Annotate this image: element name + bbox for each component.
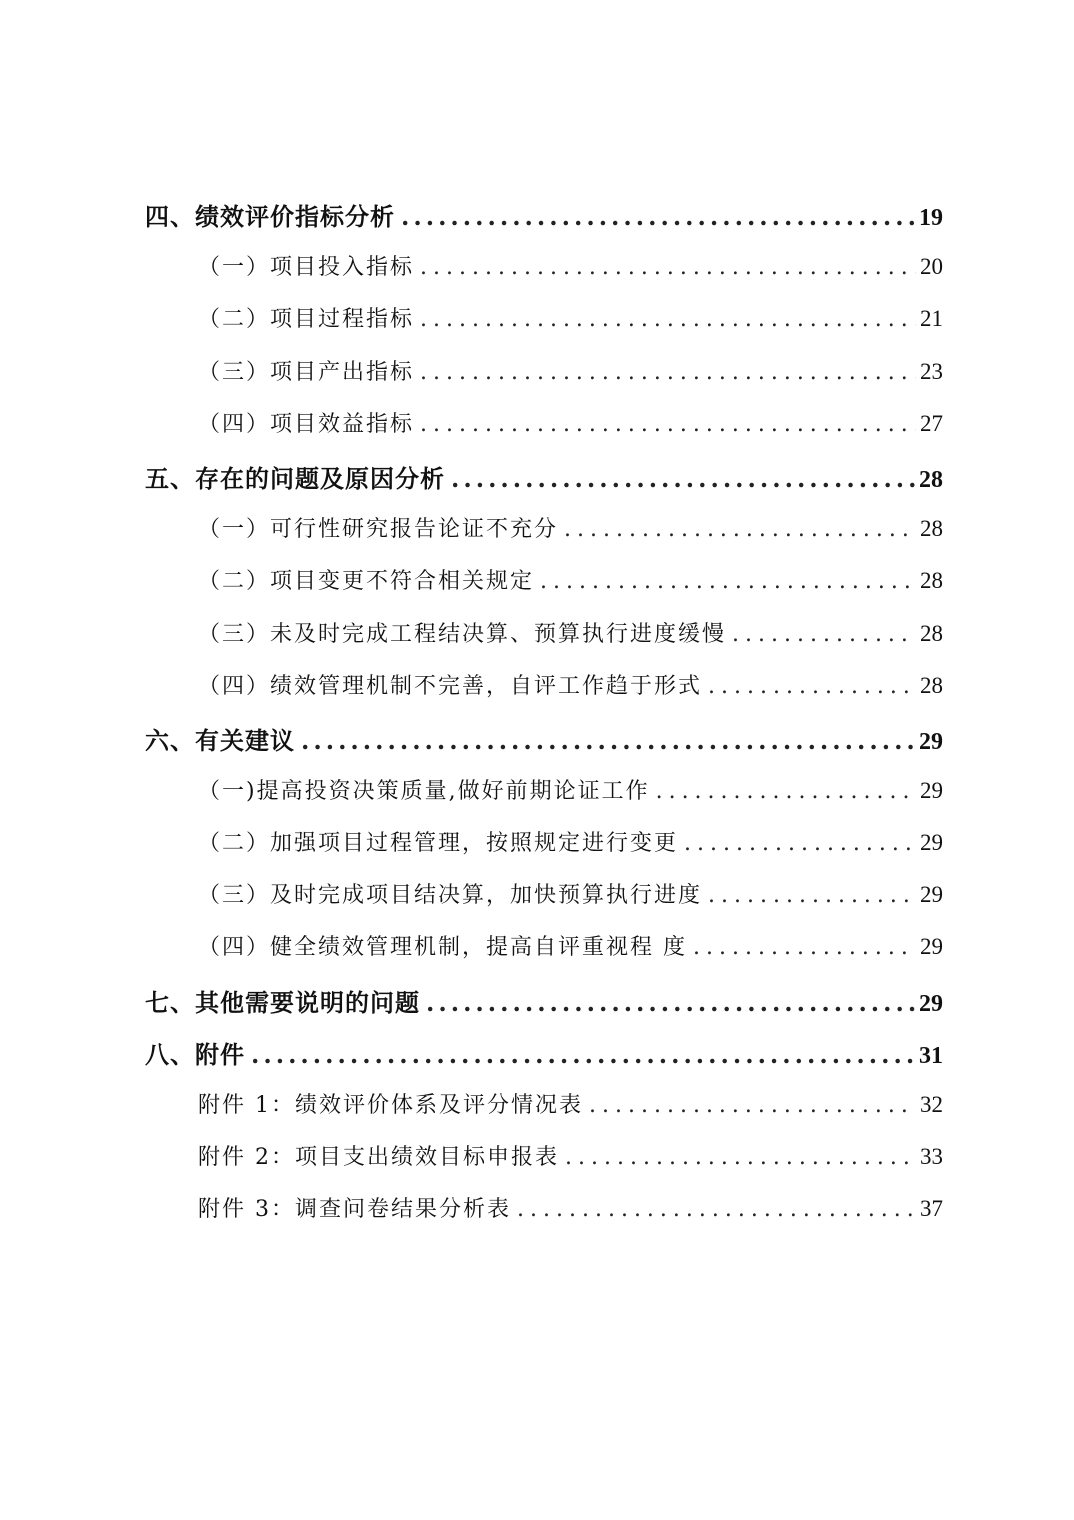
toc-entry-section-5-3[interactable] [198, 617, 943, 657]
toc-entry-page: 29 [920, 882, 943, 907]
toc-entry-page: 29 [919, 991, 943, 1017]
toc-entry-section-4-4[interactable] [198, 407, 943, 447]
toc-entry-title: （三）项目产出指标 [198, 360, 415, 385]
toc-entry-title: 八、附件 [145, 1040, 245, 1069]
toc-entry-page: 20 [920, 254, 943, 279]
toc-entry-section-6-1[interactable] [198, 774, 943, 814]
toc-entry-title: （二）项目变更不符合相关规定 [198, 569, 535, 594]
toc-entry-page: 31 [919, 1043, 943, 1069]
toc-dot-leader [301, 726, 915, 755]
toc-entry-section-4-1[interactable] [198, 250, 943, 290]
toc-dot-leader [401, 202, 915, 231]
toc-entry-page: 28 [919, 467, 943, 493]
toc-entry-title: （一）项目投入指标 [198, 255, 415, 280]
toc-dot-leader [708, 674, 916, 699]
toc-entry-title: （三）未及时完成工程结决算、预算执行进度缓慢 [198, 622, 727, 647]
toc-entry-page: 28 [920, 516, 943, 541]
toc-entry-section-5-4[interactable] [198, 669, 943, 709]
toc-dot-leader [540, 569, 916, 594]
toc-entry-title: （四）健全绩效管理机制，提高自评重视程 度 [198, 935, 687, 960]
toc-dot-leader [708, 883, 916, 908]
toc-dot-leader [565, 1145, 916, 1170]
toc-dot-leader [564, 517, 916, 542]
toc-entry-title: 六、有关建议 [145, 726, 295, 755]
toc-entry-title: 五、存在的问题及原因分析 [145, 464, 445, 493]
toc-entry-page: 37 [920, 1196, 943, 1221]
toc-dot-leader [420, 360, 916, 385]
toc-entry-page: 28 [920, 568, 943, 593]
toc-dot-leader [732, 622, 916, 647]
toc-entry-section-7[interactable] [145, 983, 943, 1023]
toc-entry-page: 23 [920, 359, 943, 384]
toc-entry-page: 28 [920, 621, 943, 646]
toc-entry-page: 33 [920, 1144, 943, 1169]
toc-entry-title: （一)提高投资决策质量,做好前期论证工作 [198, 779, 650, 804]
toc-entry-title: （三）及时完成项目结决算，加快预算执行进度 [198, 883, 703, 908]
toc-entry-page: 19 [919, 205, 943, 231]
toc-entry-section-5-1[interactable] [198, 512, 943, 552]
toc-entry-title: （四）项目效益指标 [198, 412, 415, 437]
toc-dot-leader [589, 1093, 916, 1118]
toc-entry-page: 21 [920, 306, 943, 331]
toc-entry-title: （四）绩效管理机制不完善，自评工作趋于形式 [198, 674, 703, 699]
toc-dot-leader [420, 255, 916, 280]
toc-entry-section-8[interactable] [145, 1035, 943, 1075]
toc-entry-page: 29 [920, 934, 943, 959]
toc-entry-section-6[interactable] [145, 721, 943, 761]
toc-dot-leader [451, 464, 915, 493]
toc-entry-title: 附件 3：调查问卷结果分析表 [198, 1197, 511, 1222]
toc-dot-leader [420, 412, 916, 437]
toc-entry-title: （二）加强项目过程管理，按照规定进行变更 [198, 831, 679, 856]
toc-entry-title: （二）项目过程指标 [198, 307, 415, 332]
toc-entry-page: 29 [919, 729, 943, 755]
toc-entry-section-5-2[interactable] [198, 564, 943, 604]
toc-entry-section-4-3[interactable] [198, 355, 943, 395]
toc-entry-appendix-2[interactable] [198, 1140, 943, 1180]
toc-entry-section-6-2[interactable] [198, 826, 943, 866]
toc-dot-leader [693, 935, 916, 960]
toc-entry-title: 七、其他需要说明的问题 [145, 988, 420, 1017]
toc-entry-title: 附件 1：绩效评价体系及评分情况表 [198, 1093, 583, 1118]
toc-entry-title: 四、绩效评价指标分析 [145, 202, 395, 231]
toc-dot-leader [517, 1197, 916, 1222]
toc-entry-title: （一）可行性研究报告论证不充分 [198, 517, 559, 542]
toc-dot-leader [656, 779, 916, 804]
toc-entry-section-6-4[interactable] [198, 930, 943, 970]
toc-entry-page: 28 [920, 673, 943, 698]
toc-entry-section-4[interactable] [145, 197, 943, 237]
toc-entry-appendix-3[interactable] [198, 1192, 943, 1232]
toc-entry-section-5[interactable] [145, 459, 943, 499]
toc-dot-leader [251, 1040, 915, 1069]
toc-dot-leader [684, 831, 916, 856]
toc-entry-page: 29 [920, 830, 943, 855]
toc-entry-page: 27 [920, 411, 943, 436]
toc-dot-leader [420, 307, 916, 332]
toc-entry-title: 附件 2：项目支出绩效目标申报表 [198, 1145, 559, 1170]
toc-entry-appendix-1[interactable] [198, 1088, 943, 1128]
toc-entry-page: 29 [920, 778, 943, 803]
toc-entry-section-4-2[interactable] [198, 302, 943, 342]
toc-entry-section-6-3[interactable] [198, 878, 943, 918]
toc-entry-page: 32 [920, 1092, 943, 1117]
toc-dot-leader [426, 988, 915, 1017]
